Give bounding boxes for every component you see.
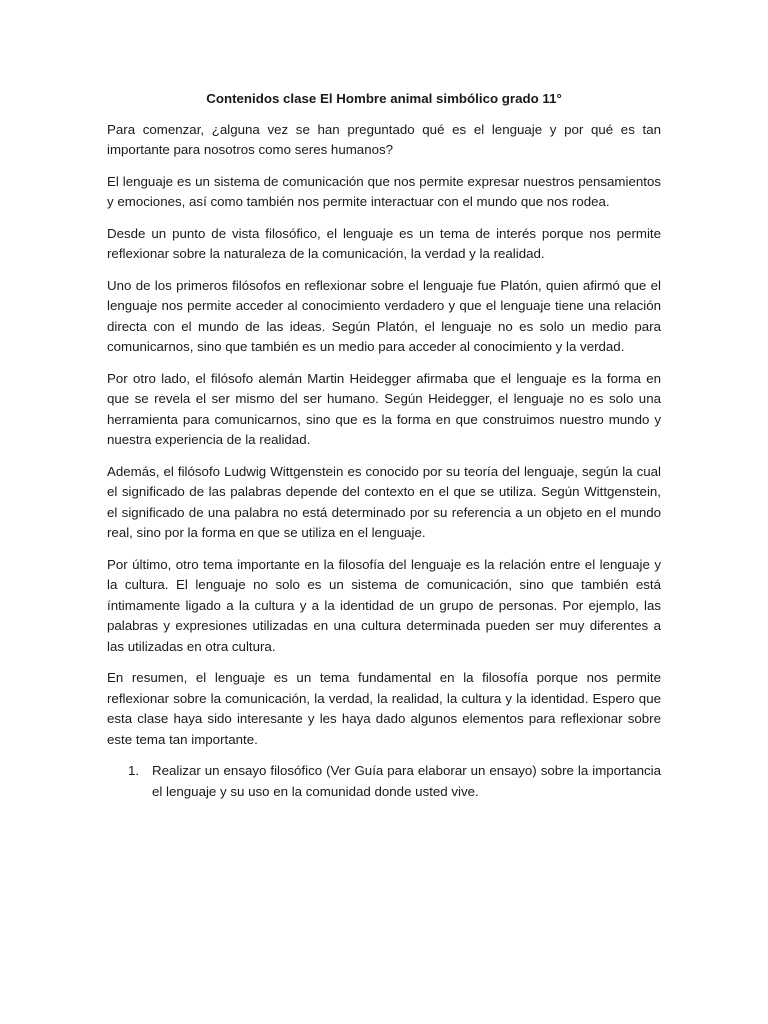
paragraph-intro-question: Para comenzar, ¿alguna vez se han preguntado qué es el lenguaje y por qué es tan importante para nosotros como seres humanos?: [107, 121, 661, 157]
list-item: [107, 761, 661, 802]
paragraph-language-definition: El lenguaje es un sistema de comunicación que nos permite expresar nuestros pensamientos y emociones, así como también nos permite interactuar con el mundo que nos rodea.: [107, 173, 661, 209]
document-page: [107, 89, 661, 802]
paragraph-philosophical-view: Desde un punto de vista filosófico, el lenguaje es un tema de interés porque nos permite reflexionar sobre la naturaleza de la comunicación, la verdad y la realidad.: [107, 225, 661, 261]
document-title: Contenidos clase El Hombre animal simbólico grado 11°: [206, 91, 562, 106]
list-item-text: Realizar un ensayo filosófico (Ver Guía para elaborar un ensayo) sobre la importancia el lenguaje y su uso en la comunidad donde usted vive.: [152, 763, 661, 799]
paragraph-heidegger: Por otro lado, el filósofo alemán Martin Heidegger afirmaba que el lenguaje es la forma en que se revela el ser mismo del ser humano. Según Heidegger, el lenguaje no es solo una herramienta para comunicarnos, sino que es la forma en que construimos nuestro mundo y nuestra experiencia de la realidad.: [107, 370, 661, 447]
task-list: [107, 761, 661, 802]
paragraph-plato: Uno de los primeros filósofos en reflexionar sobre el lenguaje fue Platón, quien afirmó que el lenguaje nos permite acceder al conocimiento verdadero y que el lenguaje tiene una relación directa con el mundo de las ideas. Según Platón, el lenguaje no es solo un medio para comunicarnos, sino que también es un medio para acceder al conocimiento y la verdad.: [107, 277, 661, 354]
paragraph-wittgenstein: Además, el filósofo Ludwig Wittgenstein es conocido por su teoría del lenguaje, según la cual el significado de las palabras depende del contexto en el que se utiliza. Según Wittgenstein, el significado de una palabra no está determinado por su referencia a un objeto en el mundo real, sino por la forma en que se utiliza en el lenguaje.: [107, 463, 661, 540]
paragraph-summary: En resumen, el lenguaje es un tema fundamental en la filosofía porque nos permite reflexionar sobre la comunicación, la verdad, la realidad, la cultura y la identidad. Espero que esta clase haya sido interesante y les haya dado algunos elementos para reflexionar sobre este tema tan importante.: [107, 670, 661, 747]
paragraph-language-culture: Por último, otro tema importante en la filosofía del lenguaje es la relación entre el lenguaje y la cultura. El lenguaje no solo es un sistema de comunicación, sino que también está íntimamente ligado a la cultura y a la identidad de un grupo de personas. Por ejemplo, las palabras y expresiones utilizadas en una cultura determinada pueden ser muy diferentes a las utilizadas en otra cultura.: [107, 556, 661, 654]
list-item-number: 1.: [128, 763, 140, 778]
